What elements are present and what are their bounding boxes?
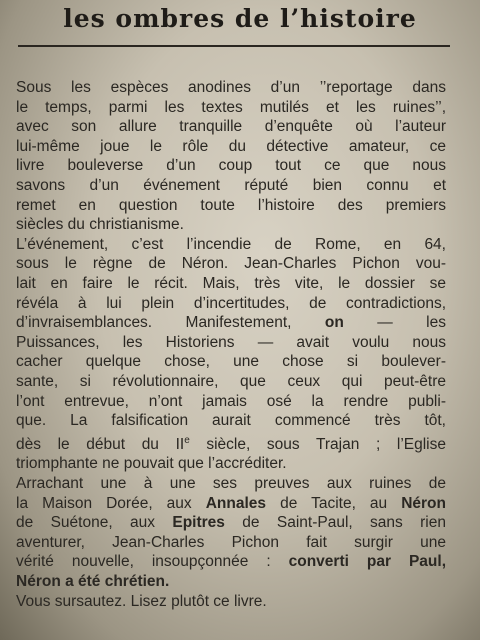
text-line: siècles du christianisme. [16,216,184,234]
text-line: le temps, parmi les textes mutilés et les ruines’’, [16,98,446,116]
text-line: lait en faire le récit. Mais, très vite, le dossier se [16,274,446,292]
text-segment: d’invraisemblances. Manifestement, [16,314,292,332]
text-line: L’événement, c’est l’incendie de Rome, en 64, [16,235,446,253]
text-line: savons d’un événement réputé bien connu et [16,176,446,194]
text-line: triomphante ne pouvait que l’accréditer. [16,455,287,473]
text-line: révéla à lui plein d’incertitudes, de contradictions, [16,294,446,312]
paragraph-3 [16,474,446,592]
emphasis-neron: Néron [401,494,446,512]
paragraph-1 [16,78,446,235]
text-line-with-century [16,431,446,455]
text-line: Sous les espèces anodines d’un ’’reportage dans [16,79,446,96]
emphasis-epitres: Epitres [172,514,225,532]
text-line-with-emphasis [16,494,446,514]
text-line: lui-même joue le rôle du détective amateur, ce [16,137,446,155]
text-line: avec son allure tranquille d’enquête où l’auteur [16,118,446,136]
text-line-with-emphasis [16,552,446,572]
text-segment: de Tacite, au [266,494,402,512]
text-line: cacher quelque chose, une chose si boulever- [16,353,446,371]
text-segment: de Saint-Paul, sans rien [224,514,446,532]
text-line-emphasis: Néron a été chrétien. [16,573,170,590]
century-roman: II [175,435,185,453]
emphasis-converti: converti par Paul, [288,553,446,571]
century-superscript: e [184,434,190,446]
blurb-text [16,78,446,611]
text-segment: de Suétone, aux [16,514,155,532]
text-line: Puissances, les Historiens — avait voulu nous [16,333,446,351]
paragraph-2 [16,235,446,474]
text-line: Arrachant une à une ses preuves aux ruines de [16,475,446,493]
text-segment: siècle, sous Trajan ; l’Eglise [189,435,446,453]
text-line: l’ont entrevue, n’ont jamais osé la rendre publi- [16,392,446,410]
text-segment: vérité nouvelle, insoupçonnée : [16,553,271,571]
paragraph-4 [16,592,446,612]
text-line-with-emphasis [16,313,446,333]
text-line: remet en question toute l’histoire des premiers [16,196,446,214]
page-title: les ombres de l’histoire [63,4,417,33]
text-line: que. La falsification aurait commencé très tôt, [16,412,446,430]
text-segment: — les [343,314,446,332]
text-segment: la Maison Dorée, aux [16,494,192,512]
text-segment: dès le début du [16,435,159,453]
text-line: aventurer, Jean-Charles Pichon fait surgir une [16,533,446,551]
emphasis-annales: Annales [205,494,267,512]
text-line-with-emphasis [16,513,446,533]
text-line: sous le règne de Néron. Jean-Charles Pichon vou- [16,255,446,273]
text-line: Vous sursautez. Lisez plutôt ce livre. [16,592,267,610]
text-line: livre bouleverse d’un coup tout ce que nous [16,157,446,175]
text-line: sante, si révolutionnaire, que ceux qui peut-être [16,372,446,390]
title-divider [18,45,450,47]
emphasis-on: on [324,314,344,332]
